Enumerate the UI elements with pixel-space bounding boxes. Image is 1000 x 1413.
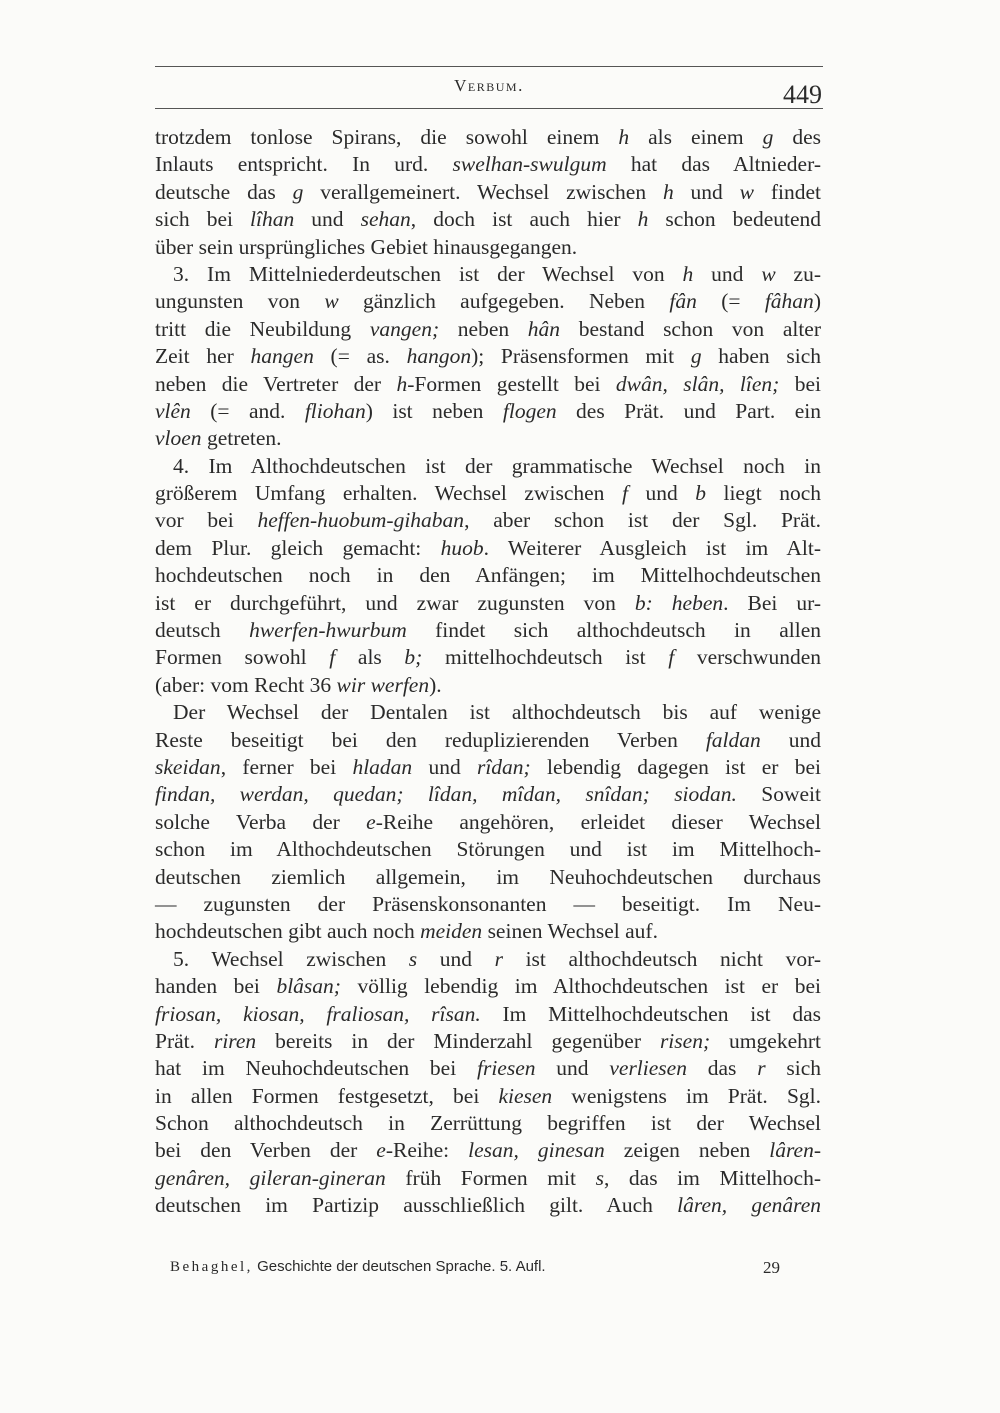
text-run: deutschen im Partizip ausschließlich gilt. Auch (155, 1193, 678, 1218)
text-line (155, 261, 821, 288)
text-line (155, 699, 821, 726)
text-run: und (760, 727, 822, 752)
text-line (155, 617, 821, 644)
text-line (155, 316, 821, 343)
text-line (155, 535, 821, 562)
text-line (155, 453, 821, 480)
text-line (155, 288, 821, 315)
text-line (155, 234, 821, 261)
text-run: verallgemeinert. Wechsel zwischen (303, 179, 663, 204)
text-run: früh Formen mit (385, 1165, 596, 1190)
italic-term: e (366, 809, 376, 834)
text-run: haben sich (701, 344, 821, 369)
text-line (155, 781, 821, 808)
italic-term: risen; (659, 1028, 711, 1053)
text-run: (aber: vom Recht 36 (155, 672, 337, 697)
italic-term: s (408, 946, 418, 971)
text-run: , doch ist auch hier (410, 207, 638, 232)
text-line (155, 672, 821, 699)
italic-term: b: heben (634, 590, 724, 615)
italic-term: huob (440, 535, 484, 560)
italic-term: flogen (502, 398, 557, 423)
italic-term: hân (527, 316, 561, 341)
text-run: des (773, 125, 821, 149)
italic-term: swelhan-swulgum (452, 152, 607, 177)
text-line (155, 946, 821, 973)
text-run: , aber schon ist der Sgl. Prät. (464, 508, 821, 533)
text-line (155, 891, 821, 918)
text-line (155, 1083, 821, 1110)
text-line (155, 343, 821, 370)
text-run: ) (813, 289, 821, 314)
italic-term: b; (404, 645, 423, 670)
header-rule-bottom (155, 108, 823, 109)
italic-term: g (690, 344, 702, 369)
signature-mark: 29 (763, 1258, 780, 1277)
text-line (155, 507, 821, 534)
text-run: (= (696, 289, 765, 314)
text-run: mittelhochdeutsch ist (422, 645, 669, 670)
text-run: ) ist neben (365, 398, 503, 423)
text-line (155, 836, 821, 863)
text-run: sich (765, 1056, 822, 1081)
text-run: — zugunsten der Präsenskonsonanten — beseitigt. Im Neu- (155, 891, 821, 916)
italic-term: f (668, 645, 675, 670)
text-line (155, 644, 821, 671)
text-run: vor bei (155, 508, 258, 533)
text-line (155, 371, 821, 398)
text-run: in allen Formen festgesetzt, bei (155, 1083, 499, 1108)
text-line (155, 918, 821, 945)
footer-title: Geschichte der deutschen Sprache. 5. Aufl. (252, 1258, 546, 1275)
text-run: deutschen ziemlich allgemein, im Neuhochdeutschen durchaus (155, 864, 821, 889)
text-run: und (412, 754, 477, 779)
italic-term: friesen (476, 1056, 536, 1081)
text-run: als (335, 645, 405, 670)
text-run: hat im Neuhochdeutschen bei (155, 1056, 477, 1081)
text-run: Im Mittelhochdeutschen ist das (480, 1001, 822, 1026)
text-run: bei den Verben der (155, 1138, 377, 1163)
text-run: bei (779, 371, 821, 396)
italic-term: w (739, 179, 754, 204)
italic-term: rîdan; (476, 754, 531, 779)
text-line (155, 425, 821, 452)
text-line (155, 562, 821, 589)
text-run: sich bei (155, 207, 251, 232)
text-run: Formen sowohl (155, 645, 330, 670)
italic-term: findan, werdan, quedan; lîdan, mîdan, snîdan; siodan. (155, 782, 737, 807)
text-run: und (693, 261, 762, 286)
italic-term: friosan, kiosan, fraliosan, rîsan. (155, 1001, 481, 1026)
text-run: Reste beseitigt bei den reduplizierenden Verben (155, 727, 706, 752)
text-run: ); Präsensformen mit (471, 344, 691, 369)
text-run: -Formen gestellt bei (407, 371, 616, 396)
text-line (155, 1001, 821, 1028)
text-run: tritt die Neubildung (155, 316, 370, 341)
text-run: über sein ursprüngliches Gebiet hinausgegangen. (155, 234, 578, 259)
italic-term: f (329, 645, 336, 670)
text-line (155, 973, 821, 1000)
italic-term: f (621, 481, 628, 506)
text-run: lebendig dagegen ist er bei (530, 754, 821, 779)
text-run: , das im Mittelhoch- (603, 1165, 821, 1190)
italic-term: h (682, 261, 694, 286)
italic-term: w (761, 261, 776, 286)
text-run: handen bei (155, 974, 277, 999)
italic-term: vloen (155, 426, 202, 451)
italic-term: r (757, 1056, 766, 1081)
text-line (155, 754, 821, 781)
text-run: und (294, 207, 361, 232)
italic-term: meiden (420, 919, 483, 944)
text-run: . Weiterer Ausgleich ist im Alt- (483, 535, 821, 560)
text-run: . Bei ur- (723, 590, 821, 615)
text-run: trotzdem tonlose Spirans, die sowohl einem (155, 125, 619, 149)
text-run: völlig lebendig im Althochdeutschen ist er bei (340, 974, 821, 999)
italic-term: fliohan (304, 398, 366, 423)
text-run: ist althochdeutsch nicht vor- (502, 946, 821, 971)
text-run: 5. Wechsel zwischen (173, 946, 409, 971)
text-run: größerem Umfang erhalten. Wechsel zwischen (155, 481, 622, 506)
text-run: Prät. (155, 1028, 214, 1053)
text-run: als einem (629, 125, 763, 149)
text-line (155, 864, 821, 891)
italic-term: lâren, genâren (677, 1193, 822, 1218)
italic-term: heffen-huobum-gihaban (257, 508, 465, 533)
text-line (155, 809, 821, 836)
text-run: dem Plur. gleich gemacht: (155, 535, 441, 560)
italic-term: fân (669, 289, 697, 314)
italic-term: vangen; (369, 316, 440, 341)
italic-term: wir werfen (336, 672, 430, 697)
text-run: ungunsten von (155, 289, 325, 314)
text-line (155, 398, 821, 425)
text-run: findet (754, 179, 822, 204)
text-line (155, 1192, 821, 1219)
text-line (155, 1110, 821, 1137)
text-run: hochdeutschen noch in den Anfängen; im Mittelhochdeutschen (155, 563, 821, 588)
text-run: deutsche das (155, 179, 293, 204)
text-line (155, 206, 821, 233)
text-line (155, 1055, 821, 1082)
italic-term: hwerfen-hwurbum (249, 618, 407, 643)
footer (170, 1258, 790, 1276)
text-run: 3. Im Mittelniederdeutschen ist der Wechsel von (173, 261, 683, 286)
text-run: Soweit (736, 782, 821, 807)
text-run: schon im Althochdeutschen Störungen und ist im Mittelhoch- (155, 837, 821, 862)
text-run: liegt noch (705, 481, 822, 506)
text-run: des Prät. und Part. ein (556, 398, 821, 423)
text-run: gänzlich aufgegeben. Neben (338, 289, 670, 314)
italic-term: e (376, 1138, 386, 1163)
text-run: Zeit her (155, 344, 251, 369)
text-run: 4. Im Althochdeutschen ist der grammatische Wechsel noch in (173, 453, 821, 478)
italic-term: lîhan (250, 207, 295, 232)
text-line (155, 590, 821, 617)
text-run: hat das Altnieder- (606, 152, 821, 177)
footer-author: Behaghel, (170, 1259, 253, 1275)
text-run: , ferner bei (220, 754, 353, 779)
italic-term: kiesen (498, 1083, 553, 1108)
italic-term: w (324, 289, 339, 314)
italic-term: lesan, ginesan (468, 1138, 605, 1163)
italic-term: fâhan (764, 289, 814, 314)
text-run: ist er durchgeführt, und zwar zugunsten von (155, 590, 635, 615)
italic-term: hladan (352, 754, 413, 779)
italic-term: blâsan; (276, 974, 341, 999)
text-run: und (673, 179, 740, 204)
header-rule-top (155, 66, 823, 67)
italic-term: vlên (155, 398, 191, 423)
italic-term: b (695, 481, 706, 506)
italic-term: dwân, slân, lîen; (615, 371, 780, 396)
text-line (155, 179, 821, 206)
text-run: (= as. (313, 344, 407, 369)
text-run: Schon althochdeutsch in Zerrüttung begriffen ist der Wechsel (155, 1111, 821, 1136)
italic-term: g (762, 125, 774, 149)
italic-term: r (494, 946, 503, 971)
italic-term: h (396, 371, 408, 396)
text-run: zu- (775, 261, 822, 286)
text-run: -Reihe angehören, erleidet dieser Wechsel (375, 809, 821, 834)
text-run: schon bedeutend (648, 207, 821, 232)
text-run: deutsch (155, 618, 250, 643)
page-number: 449 (783, 80, 822, 109)
text-run: zeigen neben (604, 1138, 770, 1163)
text-run: und (535, 1056, 610, 1081)
text-line (155, 1137, 821, 1164)
italic-term: g (292, 179, 304, 204)
text-run: -Reihe: (385, 1138, 469, 1163)
italic-term: h (618, 125, 630, 149)
italic-term: faldan (705, 727, 761, 752)
text-run: (= and. (190, 398, 305, 423)
text-line (155, 124, 821, 151)
text-run: hochdeutschen gibt auch noch (155, 919, 421, 944)
italic-term: h (637, 207, 649, 232)
italic-term: verliesen (609, 1056, 687, 1081)
text-run: bereits in der Minderzahl gegenüber (256, 1028, 660, 1053)
italic-term: sehan (360, 207, 411, 232)
text-run: verschwunden (674, 645, 822, 670)
body-text (155, 124, 821, 1220)
italic-term: h (662, 179, 674, 204)
italic-term: lâren- (769, 1138, 821, 1163)
running-head: Verbum. (454, 76, 524, 95)
text-run: getreten. (201, 426, 282, 451)
text-run: Der Wechsel der Dentalen ist althochdeutsch bis auf wenige (173, 700, 821, 725)
text-run: und (627, 481, 696, 506)
text-run: wenigstens im Prät. Sgl. (552, 1083, 821, 1108)
text-line (155, 1028, 821, 1055)
text-line (155, 151, 821, 178)
italic-term: skeidan (155, 754, 221, 779)
text-run: neben die Vertreter der (155, 371, 397, 396)
italic-term: genâren, gileran-gineran (155, 1165, 386, 1190)
italic-term: hangen (250, 344, 314, 369)
text-run: Inlauts entspricht. In urd. (155, 152, 453, 177)
text-line (155, 1165, 821, 1192)
text-run: ). (429, 672, 442, 697)
text-line (155, 727, 821, 754)
italic-term: s (595, 1165, 604, 1190)
text-run: umgekehrt (710, 1028, 821, 1053)
text-run: findet sich althochdeutsch in allen (406, 618, 821, 643)
italic-term: riren (213, 1028, 257, 1053)
italic-term: hangon (406, 344, 472, 369)
text-run: seinen Wechsel auf. (482, 919, 658, 944)
text-run: neben (439, 316, 528, 341)
text-run: bestand schon von alter (560, 316, 822, 341)
text-run: solche Verba der (155, 809, 367, 834)
text-run: und (417, 946, 495, 971)
text-run: das (686, 1056, 758, 1081)
text-line (155, 480, 821, 507)
